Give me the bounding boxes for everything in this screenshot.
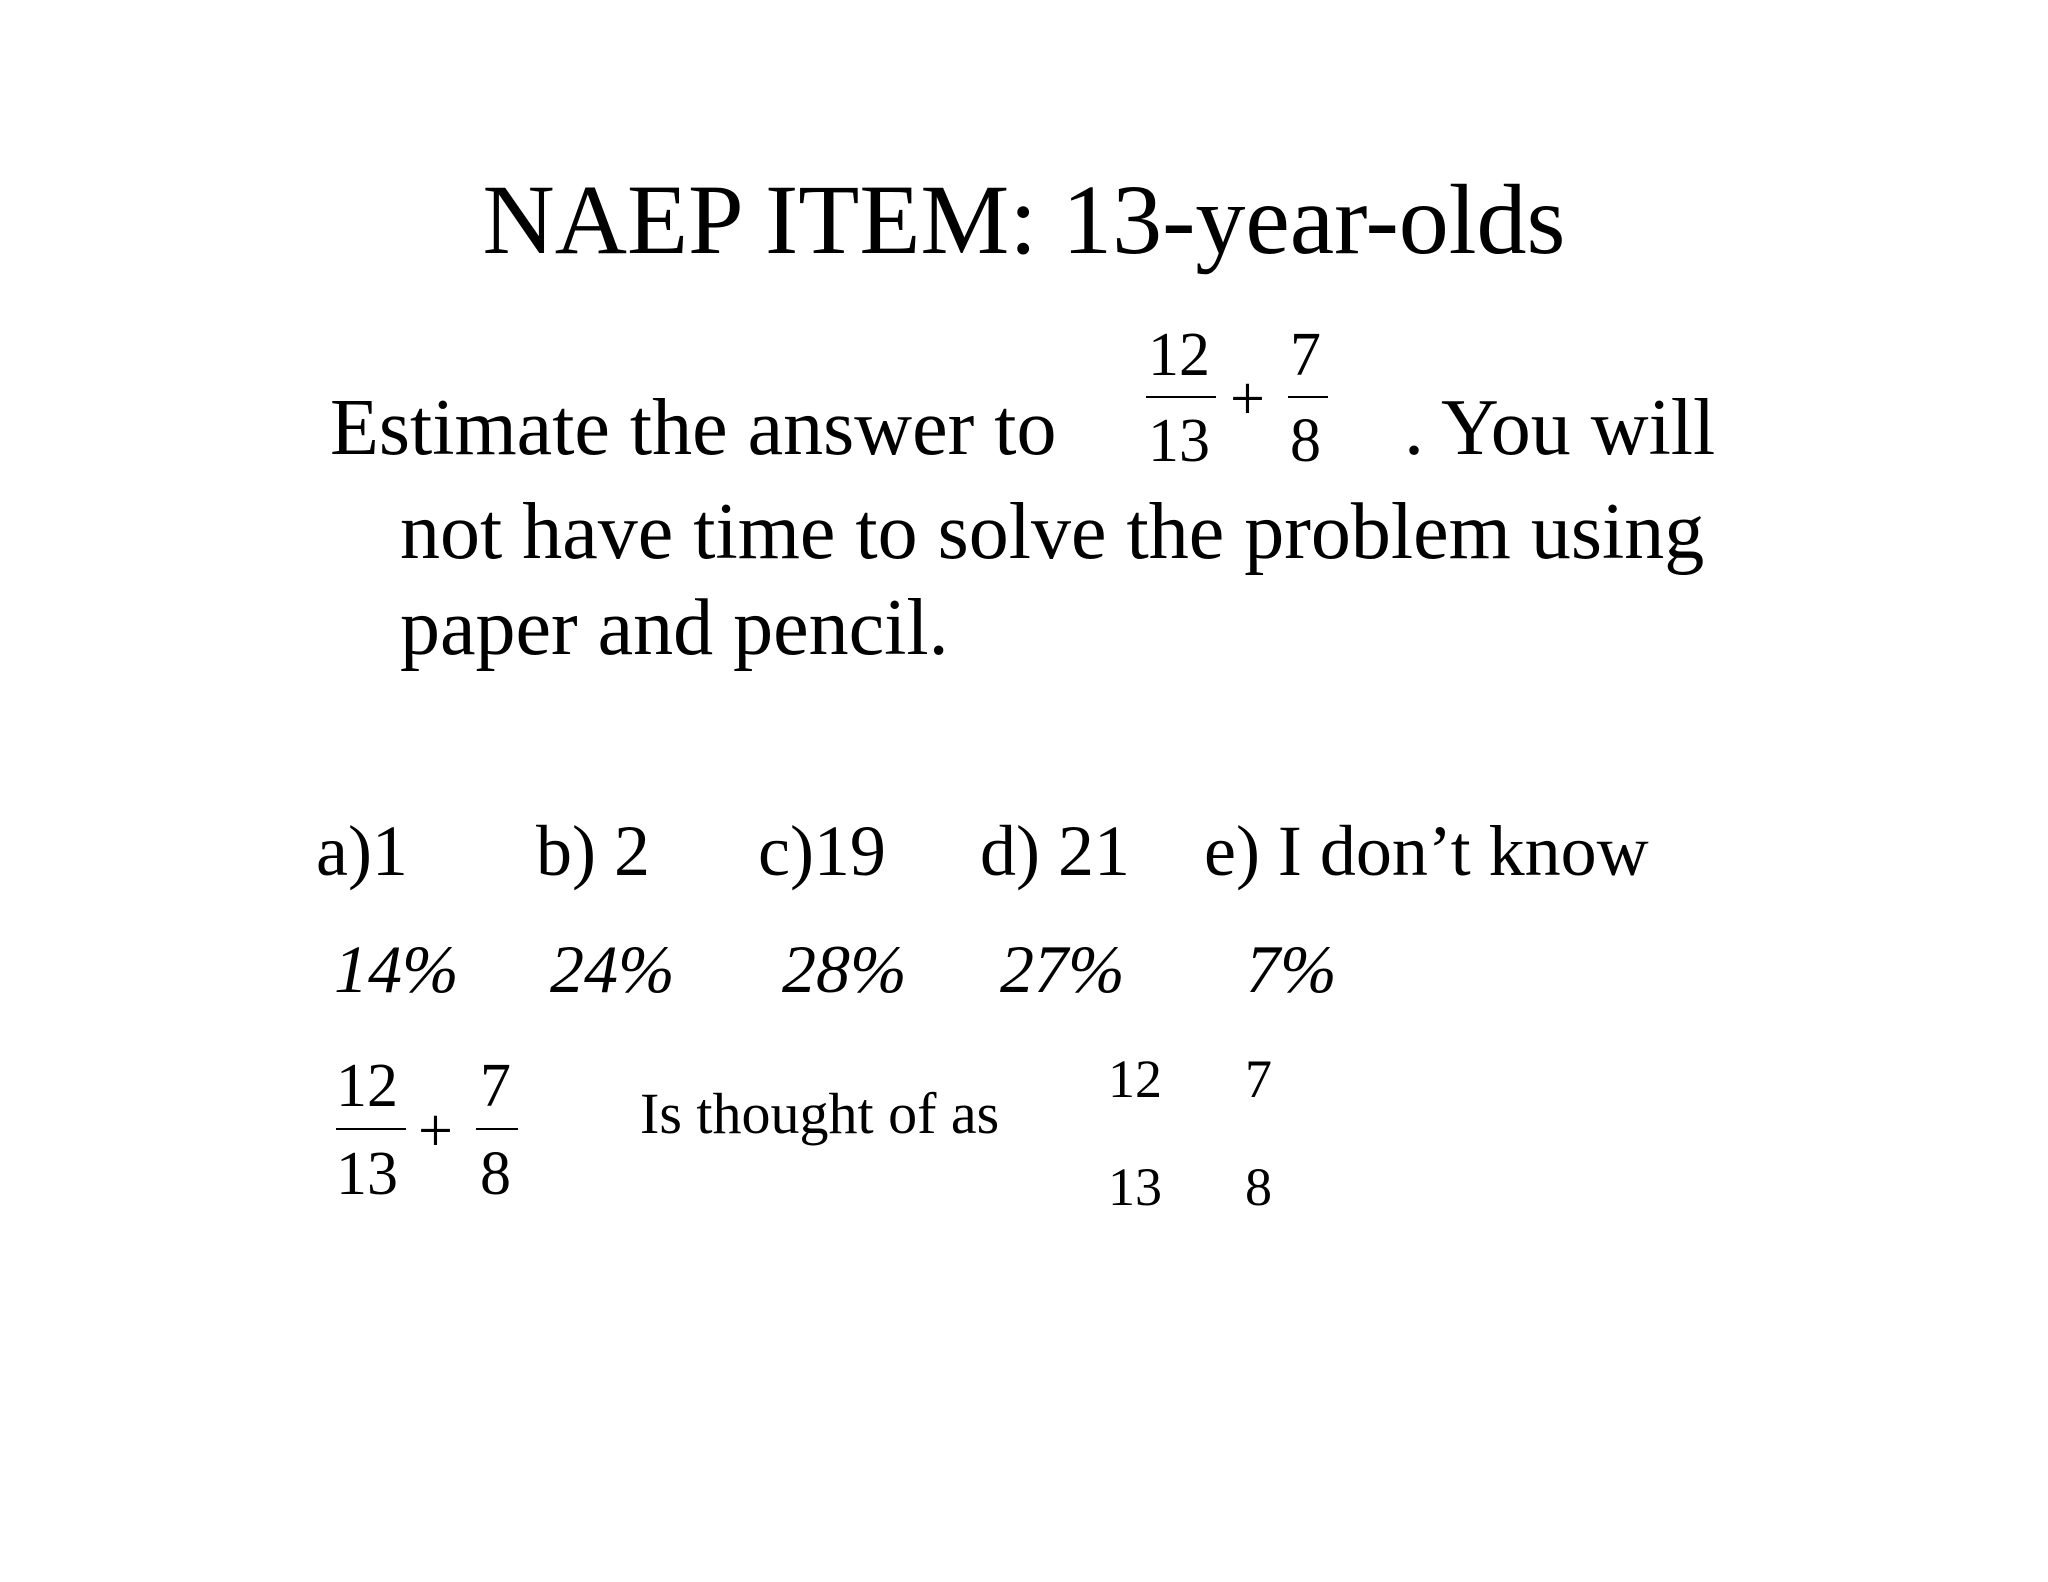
choice-d: d) 21: [980, 811, 1130, 891]
choice-e: e) I don’t know: [1204, 811, 1649, 891]
page-title: NAEP ITEM: 13-year-olds: [482, 164, 1566, 275]
fraction-2-denominator: 8: [1290, 407, 1321, 475]
choice-b: b) 2: [536, 811, 650, 891]
prompt-line-1: Estimate the answer to: [330, 384, 1057, 472]
lower-fraction-2-numerator: 7: [480, 1052, 511, 1120]
plus-operator: +: [1230, 365, 1265, 433]
prompt-line-1-end: . You will: [1404, 384, 1716, 472]
fraction-1-numerator: 12: [1148, 321, 1210, 389]
fraction-1-denominator: 13: [1148, 407, 1210, 475]
fraction-1-bar: [1146, 396, 1216, 398]
percent-d: 27%: [1000, 931, 1125, 1007]
lower-fraction-1-denominator: 13: [336, 1140, 398, 1208]
thought-bottom-right: 8: [1245, 1157, 1272, 1217]
thought-top-right: 7: [1245, 1049, 1272, 1109]
choice-c: c)19: [758, 811, 886, 891]
lower-fraction-2-denominator: 8: [480, 1140, 511, 1208]
fraction-2-bar: [1288, 396, 1328, 398]
prompt-line-3: paper and pencil.: [400, 584, 949, 672]
percent-a: 14%: [334, 931, 459, 1007]
percent-e: 7%: [1246, 931, 1337, 1007]
percent-b: 24%: [550, 931, 675, 1007]
prompt-line-2: not have time to solve the problem using: [400, 488, 1705, 576]
percent-c: 28%: [782, 931, 907, 1007]
thought-top-left: 12: [1108, 1049, 1162, 1109]
choice-a: a)1: [316, 811, 408, 891]
lower-fraction-1-numerator: 12: [336, 1052, 398, 1120]
lower-fraction-1-bar: [336, 1128, 406, 1130]
thought-of-as-label: Is thought of as: [640, 1081, 1000, 1146]
lower-fraction-2-bar: [476, 1128, 518, 1130]
fraction-2-numerator: 7: [1290, 321, 1321, 389]
thought-bottom-left: 13: [1108, 1157, 1162, 1217]
lower-plus-operator: +: [418, 1097, 453, 1165]
